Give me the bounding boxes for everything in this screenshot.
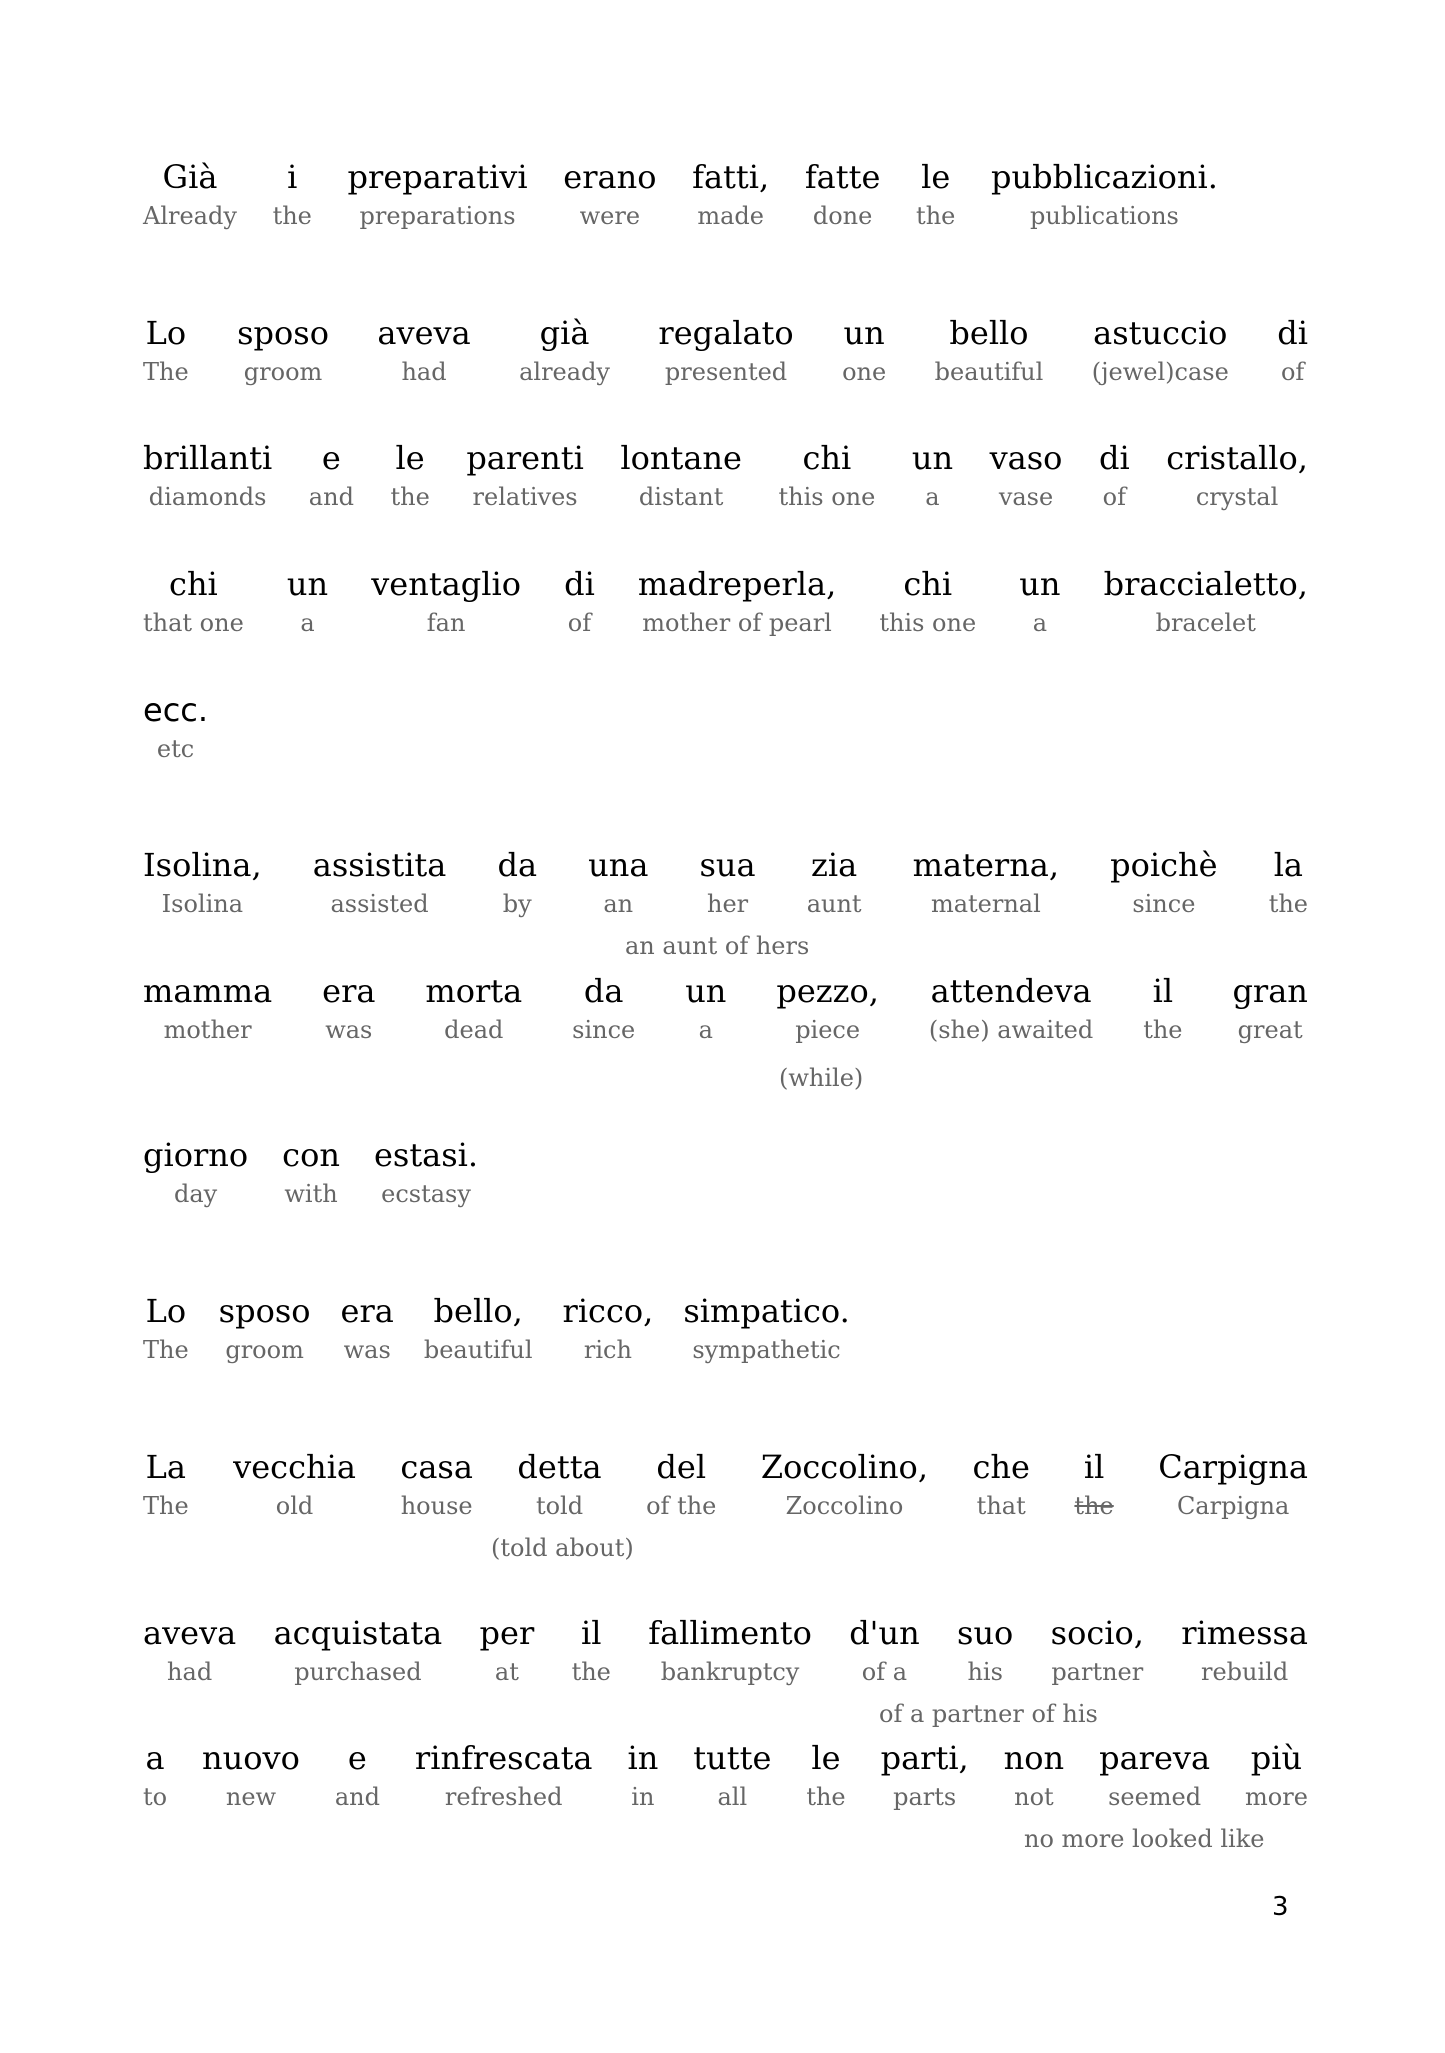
word-pair xyxy=(143,1614,236,1688)
word-pair xyxy=(761,1448,928,1522)
word-pair xyxy=(143,1739,167,1813)
gloss-word: of xyxy=(1280,358,1305,386)
italian-word: un xyxy=(911,439,954,477)
gloss-word: the xyxy=(1143,1016,1183,1044)
gloss-word: had xyxy=(167,1658,213,1686)
gloss-word: the xyxy=(390,483,430,511)
text-line xyxy=(143,565,1308,639)
word-pair xyxy=(648,1614,812,1688)
gloss-word: that one xyxy=(143,609,244,637)
word-pair xyxy=(374,1136,478,1210)
gloss-word: diamonds xyxy=(148,483,267,511)
italian-word: fatte xyxy=(804,158,881,196)
text-line xyxy=(143,158,1218,232)
gloss-word: made xyxy=(697,202,764,230)
italian-word: chi xyxy=(802,439,852,477)
gloss-word: groom xyxy=(225,1336,304,1364)
gloss-word: the xyxy=(571,1658,611,1686)
word-pair xyxy=(1104,565,1308,639)
text-line xyxy=(143,1614,1308,1728)
gloss-word: parts xyxy=(893,1783,957,1811)
word-pair xyxy=(143,1448,189,1522)
word-pair xyxy=(233,1448,356,1522)
italian-word: rimessa xyxy=(1181,1614,1308,1652)
italian-word: ventaglio xyxy=(371,565,521,603)
word-pair xyxy=(916,158,955,232)
word-pair xyxy=(143,158,237,232)
word-pair xyxy=(348,158,528,232)
gloss-word: refreshed xyxy=(444,1783,563,1811)
gloss-word: at xyxy=(494,1658,519,1686)
italian-word: poichè xyxy=(1110,846,1218,884)
word-pair xyxy=(497,846,537,920)
gloss-word: maternal xyxy=(930,890,1041,918)
text-line xyxy=(143,1136,1308,1210)
italian-word: il xyxy=(1083,1448,1105,1486)
word-pair xyxy=(1269,846,1308,920)
word-pair xyxy=(935,314,1044,388)
italian-word: lontane xyxy=(620,439,742,477)
word-pair xyxy=(143,314,189,388)
italian-word: chi xyxy=(903,565,953,603)
italian-word: e xyxy=(347,1739,367,1777)
gloss-word: partner xyxy=(1051,1658,1144,1686)
gloss-word: old xyxy=(275,1492,314,1520)
gloss-word: rich xyxy=(583,1336,632,1364)
gloss-word: in xyxy=(631,1783,655,1811)
word-pair xyxy=(287,565,328,639)
italian-word: astuccio xyxy=(1093,314,1228,352)
text-line xyxy=(143,314,1308,388)
gloss-word: bracelet xyxy=(1155,609,1256,637)
word-pair xyxy=(807,846,862,920)
word-pair xyxy=(881,1739,969,1813)
gloss-word: a xyxy=(925,483,940,511)
gloss-word: all xyxy=(717,1783,748,1811)
italian-word: madreperla, xyxy=(637,565,837,603)
gloss-word: this one xyxy=(879,609,977,637)
gloss-word: Zoccolino xyxy=(785,1492,904,1520)
gloss-word: her xyxy=(706,890,749,918)
gloss-word: mother xyxy=(163,1016,252,1044)
gloss-word: of xyxy=(1102,483,1126,511)
text-line xyxy=(143,1739,1308,1853)
alternate-gloss: of a partner of his xyxy=(879,1700,1098,1728)
italian-word: ecc. xyxy=(143,691,209,729)
word-pair xyxy=(1074,1448,1113,1522)
italian-word: fallimento xyxy=(648,1614,812,1652)
word-pair xyxy=(400,1448,473,1522)
alternate-gloss: (while) xyxy=(779,1064,864,1092)
gloss-word: that xyxy=(976,1492,1026,1520)
word-pair xyxy=(202,1739,300,1813)
word-pair xyxy=(335,1739,380,1813)
word-pair xyxy=(572,972,635,1046)
gloss-word-struck: the xyxy=(1074,1492,1114,1520)
italian-word: cristallo, xyxy=(1166,439,1308,477)
italian-word: parti, xyxy=(880,1739,969,1777)
italian-word: pareva xyxy=(1099,1739,1211,1777)
gloss-word: with xyxy=(284,1180,338,1208)
word-pair xyxy=(658,314,793,388)
word-pair xyxy=(1166,439,1308,513)
italian-word: le xyxy=(395,439,425,477)
gloss-word: The xyxy=(143,1492,189,1520)
gloss-word: told xyxy=(535,1492,584,1520)
text-line xyxy=(143,691,1308,765)
gloss-word: bankruptcy xyxy=(660,1658,800,1686)
italian-word: sua xyxy=(699,846,756,884)
word-pair xyxy=(572,1614,611,1688)
italian-word: da xyxy=(583,972,624,1010)
word-pair xyxy=(879,565,976,639)
word-pair xyxy=(957,1614,1013,1688)
gloss-word: day xyxy=(173,1180,218,1208)
gloss-word: vase xyxy=(998,483,1054,511)
italian-word: regalato xyxy=(658,314,794,352)
italian-word: era xyxy=(322,972,376,1010)
word-pair xyxy=(219,1292,311,1366)
word-pair xyxy=(425,972,522,1046)
gloss-word: (jewel)case xyxy=(1091,358,1229,386)
word-pair xyxy=(143,565,244,639)
italian-word: le xyxy=(921,158,951,196)
word-pair xyxy=(415,1739,593,1813)
gloss-word: done xyxy=(812,202,873,230)
italian-word: parenti xyxy=(466,439,584,477)
word-pair xyxy=(1232,972,1307,1046)
word-pair xyxy=(638,565,836,639)
word-pair xyxy=(620,439,742,513)
italian-word: le xyxy=(811,1739,841,1777)
word-pair xyxy=(274,1614,443,1688)
word-pair xyxy=(237,314,329,388)
word-pair xyxy=(685,972,726,1046)
gloss-word: the xyxy=(272,202,312,230)
word-pair xyxy=(480,1614,535,1688)
italian-word: bello, xyxy=(433,1292,523,1330)
word-pair xyxy=(1004,1739,1064,1813)
italian-word: con xyxy=(282,1136,340,1174)
word-pair xyxy=(143,972,272,1046)
word-pair xyxy=(912,439,953,513)
italian-word: la xyxy=(1273,846,1303,884)
italian-word: di xyxy=(1277,314,1308,352)
gloss-word: rebuild xyxy=(1201,1658,1289,1686)
word-pair xyxy=(776,972,879,1046)
word-pair xyxy=(564,565,595,639)
word-pair xyxy=(972,1448,1029,1522)
gloss-word: assisted xyxy=(330,890,429,918)
gloss-word: etc xyxy=(156,735,195,763)
italian-word: nuovo xyxy=(202,1739,300,1777)
gloss-word: publications xyxy=(1030,202,1179,230)
italian-word: d'un xyxy=(849,1614,920,1652)
word-pair xyxy=(778,439,875,513)
gloss-word: dead xyxy=(444,1016,504,1044)
word-pair xyxy=(143,439,272,513)
word-pair xyxy=(693,1739,771,1813)
gloss-word: more xyxy=(1245,1783,1308,1811)
gloss-word: of xyxy=(567,609,592,637)
gloss-word: by xyxy=(502,890,532,918)
text-line xyxy=(143,439,1308,513)
word-pair xyxy=(991,158,1218,232)
italian-word: Carpigna xyxy=(1158,1448,1308,1486)
gloss-word: mother of pearl xyxy=(642,609,832,637)
gloss-word: crystal xyxy=(1195,483,1279,511)
gloss-word: was xyxy=(343,1336,391,1364)
italian-word: mamma xyxy=(143,972,273,1010)
word-pair xyxy=(322,972,375,1046)
gloss-word: The xyxy=(143,1336,189,1364)
italian-word: una xyxy=(588,846,649,884)
italian-word: del xyxy=(656,1448,707,1486)
italian-word: sposo xyxy=(237,314,329,352)
word-pair xyxy=(1099,439,1130,513)
italian-word: assistita xyxy=(312,846,447,884)
italian-word: detta xyxy=(517,1448,602,1486)
italian-word: Lo xyxy=(145,1292,187,1330)
italian-word: che xyxy=(972,1448,1030,1486)
italian-word: erano xyxy=(563,158,657,196)
gloss-word: Carpigna xyxy=(1176,1492,1290,1520)
italian-word: Zoccolino, xyxy=(760,1448,928,1486)
word-pair xyxy=(563,158,656,232)
word-pair xyxy=(990,439,1063,513)
word-pair xyxy=(683,1292,849,1366)
italian-word: da xyxy=(497,846,538,884)
italian-word: fatti, xyxy=(692,158,770,196)
word-pair xyxy=(143,691,208,765)
word-pair xyxy=(1158,1448,1308,1522)
gloss-word: beautiful xyxy=(423,1336,533,1364)
italian-word: era xyxy=(340,1292,394,1330)
gloss-word: purchased xyxy=(294,1658,422,1686)
italian-word: acquistata xyxy=(273,1614,443,1652)
word-pair xyxy=(700,846,756,920)
italian-word: vecchia xyxy=(233,1448,356,1486)
gloss-word: beautiful xyxy=(934,358,1044,386)
gloss-word: his xyxy=(967,1658,1003,1686)
word-pair xyxy=(517,1448,601,1522)
italian-word: il xyxy=(581,1614,602,1652)
italian-word: un xyxy=(1019,565,1061,603)
gloss-word: and xyxy=(308,483,354,511)
gloss-word: great xyxy=(1237,1016,1303,1044)
italian-word: il xyxy=(1152,972,1174,1010)
text-line xyxy=(143,1292,1308,1366)
gloss-word: house xyxy=(400,1492,473,1520)
italian-word: braccialetto, xyxy=(1103,565,1308,603)
word-pair xyxy=(390,439,429,513)
word-pair xyxy=(627,1739,658,1813)
italian-word: socio, xyxy=(1050,1614,1144,1652)
gloss-word: aunt xyxy=(806,890,862,918)
text-line xyxy=(143,972,1308,1092)
italian-word: giorno xyxy=(143,1136,249,1174)
italian-word: e xyxy=(321,439,341,477)
italian-word: rinfrescata xyxy=(414,1739,593,1777)
word-pair xyxy=(1092,314,1229,388)
italian-word: suo xyxy=(957,1614,1014,1652)
gloss-word: piece xyxy=(795,1016,861,1044)
italian-word: non xyxy=(1003,1739,1065,1777)
italian-word: La xyxy=(145,1448,186,1486)
italian-word: di xyxy=(1098,439,1130,477)
italian-word: già xyxy=(539,314,590,352)
gloss-word: was xyxy=(325,1016,373,1044)
italian-word: preparativi xyxy=(347,158,528,196)
page-number: 3 xyxy=(1272,1892,1289,1922)
alternate-gloss: no more looked like xyxy=(1024,1825,1265,1853)
gloss-word: preparations xyxy=(359,202,516,230)
alternate-gloss: (told about) xyxy=(491,1534,634,1562)
italian-word: ricco, xyxy=(562,1292,654,1330)
word-pair xyxy=(1181,1614,1308,1688)
gloss-word: a xyxy=(300,609,315,637)
gloss-word: of the xyxy=(646,1492,717,1520)
gloss-word: had xyxy=(401,358,447,386)
gloss-word: a xyxy=(1032,609,1048,637)
italian-word: tutte xyxy=(693,1739,772,1777)
gloss-word: the xyxy=(916,202,956,230)
gloss-word: were xyxy=(579,202,641,230)
text-line xyxy=(143,846,1308,960)
word-pair xyxy=(143,1292,189,1366)
gloss-word: groom xyxy=(243,358,323,386)
gloss-word: presented xyxy=(664,358,788,386)
gloss-word: new xyxy=(225,1783,277,1811)
gloss-word: since xyxy=(572,1016,636,1044)
italian-word: attendeva xyxy=(930,972,1092,1010)
gloss-word: fan xyxy=(426,609,466,637)
word-pair xyxy=(1110,846,1217,920)
gloss-word: an xyxy=(603,890,634,918)
word-pair xyxy=(282,1136,340,1210)
italian-word: aveva xyxy=(377,314,471,352)
italian-word: i xyxy=(287,158,298,196)
word-pair xyxy=(563,1292,654,1366)
italian-word: vaso xyxy=(989,439,1063,477)
word-pair xyxy=(588,846,648,920)
word-pair xyxy=(1277,314,1308,388)
gloss-word: distant xyxy=(638,483,724,511)
word-pair xyxy=(143,1136,248,1210)
italian-word: sposo xyxy=(218,1292,311,1330)
italian-word: Isolina, xyxy=(143,846,262,884)
gloss-word: the xyxy=(1268,890,1308,918)
word-pair xyxy=(805,158,881,232)
italian-word: pubblicazioni. xyxy=(991,158,1218,196)
gloss-word: seemed xyxy=(1108,1783,1202,1811)
gloss-word: relatives xyxy=(472,483,578,511)
word-pair xyxy=(341,1292,394,1366)
word-pair xyxy=(313,846,447,920)
word-pair xyxy=(377,314,470,388)
italian-word: un xyxy=(685,972,727,1010)
italian-word: zia xyxy=(811,846,858,884)
italian-word: gran xyxy=(1232,972,1308,1010)
italian-word: a xyxy=(145,1739,165,1777)
gloss-word: Already xyxy=(143,202,237,230)
gloss-word: sympathetic xyxy=(692,1336,841,1364)
italian-word: pezzo, xyxy=(776,972,879,1010)
italian-word: un xyxy=(286,565,329,603)
word-pair xyxy=(273,158,312,232)
italian-word: un xyxy=(843,314,885,352)
italian-word: casa xyxy=(400,1448,473,1486)
word-pair xyxy=(842,314,886,388)
word-pair xyxy=(646,1448,716,1522)
gloss-word: Isolina xyxy=(161,890,244,918)
word-pair xyxy=(806,1739,845,1813)
italian-word: Già xyxy=(162,158,218,196)
gloss-word: a xyxy=(698,1016,713,1044)
gloss-word: ecstasy xyxy=(381,1180,471,1208)
italian-word: chi xyxy=(169,565,218,603)
italian-word: morta xyxy=(425,972,523,1010)
word-pair xyxy=(1245,1739,1308,1813)
text-line xyxy=(143,1448,1308,1562)
word-pair xyxy=(309,439,354,513)
word-pair xyxy=(1019,565,1060,639)
gloss-word: not xyxy=(1014,1783,1054,1811)
word-pair xyxy=(143,846,262,920)
word-pair xyxy=(371,565,521,639)
italian-word: più xyxy=(1250,1739,1303,1777)
word-pair xyxy=(1051,1614,1144,1688)
gloss-word: of a xyxy=(861,1658,908,1686)
gloss-word: (she) awaited xyxy=(928,1016,1094,1044)
italian-word: Lo xyxy=(145,314,187,352)
italian-word: di xyxy=(564,565,595,603)
gloss-word: to xyxy=(143,1783,168,1811)
word-pair xyxy=(929,972,1093,1046)
word-pair xyxy=(913,846,1059,920)
word-pair xyxy=(1099,1739,1210,1813)
word-pair xyxy=(519,314,610,388)
italian-word: simpatico. xyxy=(683,1292,850,1330)
italian-word: aveva xyxy=(143,1614,237,1652)
word-pair xyxy=(692,158,769,232)
gloss-word: since xyxy=(1132,890,1196,918)
gloss-word: and xyxy=(334,1783,380,1811)
gloss-word: this one xyxy=(778,483,876,511)
alternate-gloss: an aunt of hers xyxy=(625,932,810,960)
italian-word: in xyxy=(627,1739,659,1777)
gloss-word: already xyxy=(519,358,610,386)
gloss-word: The xyxy=(143,358,189,386)
word-pair xyxy=(424,1292,533,1366)
word-pair xyxy=(1143,972,1182,1046)
gloss-word: the xyxy=(806,1783,846,1811)
gloss-word: one xyxy=(842,358,887,386)
italian-word: materna, xyxy=(912,846,1060,884)
italian-word: bello xyxy=(949,314,1029,352)
word-pair xyxy=(466,439,584,513)
word-pair xyxy=(849,1614,920,1688)
italian-word: per xyxy=(479,1614,535,1652)
italian-word: brillanti xyxy=(143,439,273,477)
italian-word: estasi. xyxy=(373,1136,479,1174)
